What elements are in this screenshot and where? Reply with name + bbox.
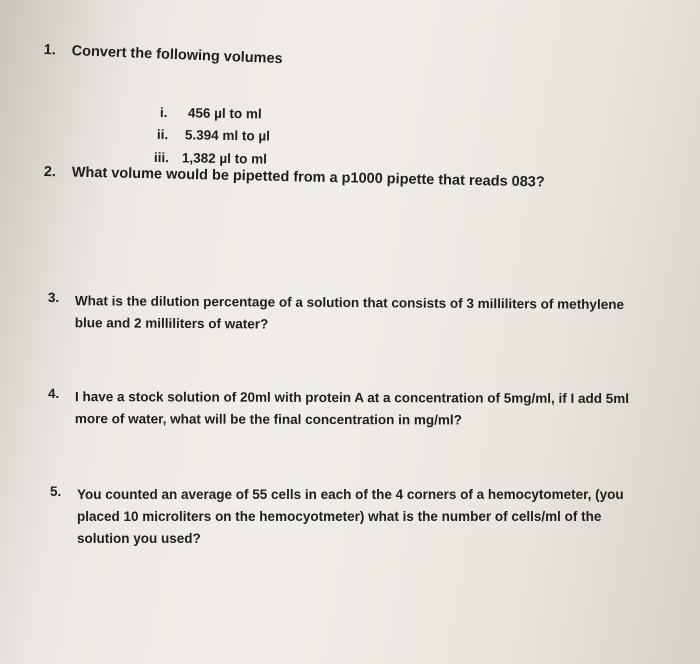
sub-item-iii <box>154 150 267 167</box>
question-text-line: I have a stock solution of 20ml with protein A at a concentration of 5mg/ml, if I add 5ml <box>74 389 630 407</box>
question-number: 3. <box>47 290 60 306</box>
question-text: Convert the following volumes <box>71 43 283 68</box>
sub-item-marker: iii. <box>153 150 170 166</box>
sub-item-text: 456 µl to ml <box>187 105 262 122</box>
question-number: 2. <box>43 164 57 181</box>
question-text-line: more of water, what will be the final concentration in mg/ml? <box>74 411 462 428</box>
sub-item-marker: i. <box>159 105 168 121</box>
question-4 <box>48 386 688 432</box>
question-number: 4. <box>47 386 60 402</box>
question-text-line: solution you used? <box>77 531 201 546</box>
sub-item-ii <box>157 127 270 144</box>
sub-item-text: 5.394 ml to µl <box>184 127 271 144</box>
question-2 <box>44 164 545 190</box>
question-text-line: You counted an average of 55 cells in each of the 4 corners of a hemocytometer, (you <box>77 487 624 502</box>
question-1 <box>43 42 283 67</box>
question-number: 1. <box>43 42 57 59</box>
question-3 <box>48 290 688 338</box>
question-number: 5. <box>50 484 62 499</box>
sub-item-i <box>160 105 262 121</box>
question-text-line: placed 10 microliters on the hemocyotmeter) what is the number of cells/ml of the <box>77 509 602 524</box>
question-5 <box>50 484 670 550</box>
question-text-line: What is the dilution percentage of a solution that consists of 3 milliliters of methylene <box>74 293 625 313</box>
sub-item-text: 1,382 µl to ml <box>181 150 268 167</box>
question-text: What volume would be pipetted from a p1000 pipette that reads 083? <box>71 164 545 191</box>
question-text-line: blue and 2 milliliters of water? <box>74 315 269 332</box>
sub-item-marker: ii. <box>156 127 169 143</box>
